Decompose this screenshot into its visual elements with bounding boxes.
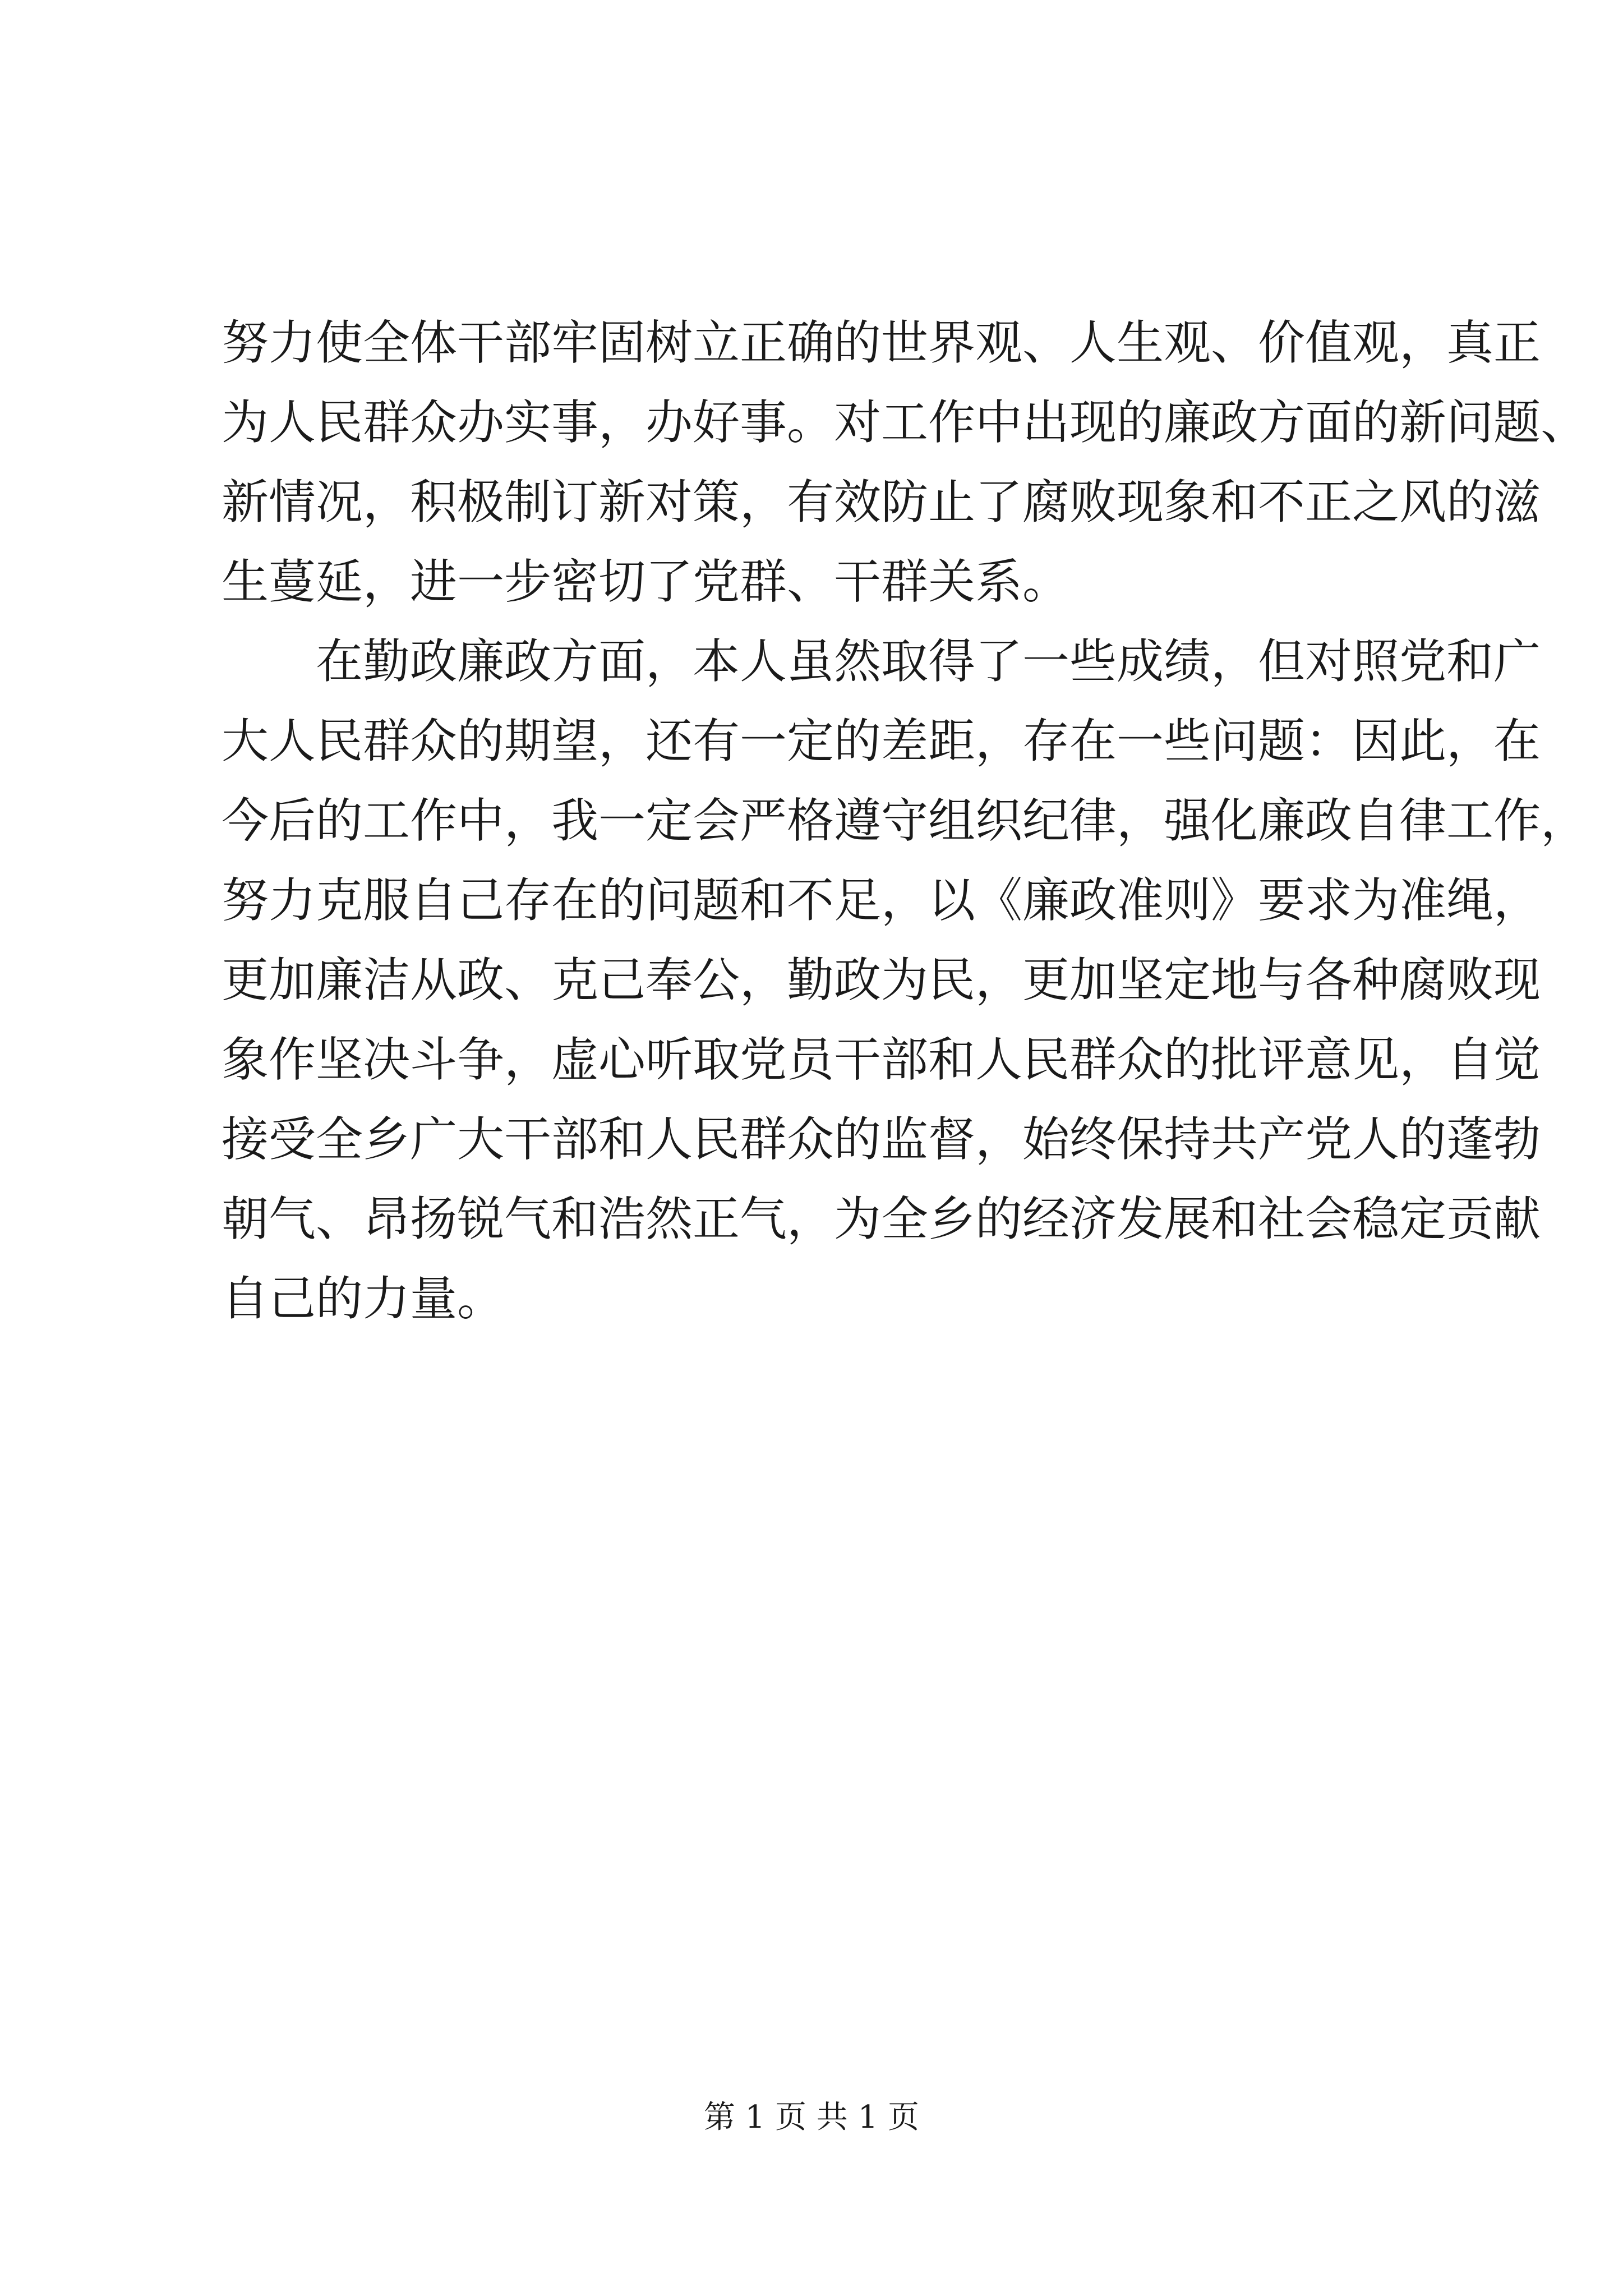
paragraph-1-line-1: 努力使全体干部牢固树立正确的世界观、人生观、价值观，真正	[222, 315, 1541, 370]
paragraph-2-line-3: 今后的工作中，我一定会严格遵守组织纪律，强化廉政自律工作，	[222, 793, 1588, 848]
paragraph-2-line-5: 更加廉洁从政、克己奉公，勤政为民，更加坚定地与各种腐败现	[222, 953, 1541, 1007]
paragraph-2-line-8: 朝气、昂扬锐气和浩然正气，为全乡的经济发展和社会稳定贡献	[222, 1191, 1541, 1246]
page-footer: 第 1 页 共 1 页	[703, 2099, 920, 2136]
paragraph-2-line-9: 自己的力量。	[222, 1271, 505, 1326]
document-body	[222, 303, 1588, 1338]
paragraph-2-line-4: 努力克服自己存在的问题和不足，以《廉政准则》要求为准绳，	[222, 873, 1541, 928]
paragraph-1-line-4: 生蔓延，进一步密切了党群、干群关系。	[222, 554, 1070, 609]
paragraph-2-line-7: 接受全乡广大干部和人民群众的监督，始终保持共产党人的蓬勃	[222, 1112, 1541, 1167]
paragraph-2-line-2: 大人民群众的期望，还有一定的差距，存在一些问题：因此，在	[222, 714, 1541, 769]
paragraph-2-line-1: 在勤政廉政方面，本人虽然取得了一些成绩，但对照党和广	[316, 634, 1541, 689]
paragraph-1-line-2: 为人民群众办实事，办好事。对工作中出现的廉政方面的新问题、	[222, 395, 1588, 450]
paragraph-1-line-3: 新情况，积极制订新对策，有效防止了腐败现象和不正之风的滋	[222, 475, 1541, 530]
paragraph-2-line-6: 象作坚决斗争，虚心听取党员干部和人民群众的批评意见，自觉	[222, 1032, 1541, 1087]
